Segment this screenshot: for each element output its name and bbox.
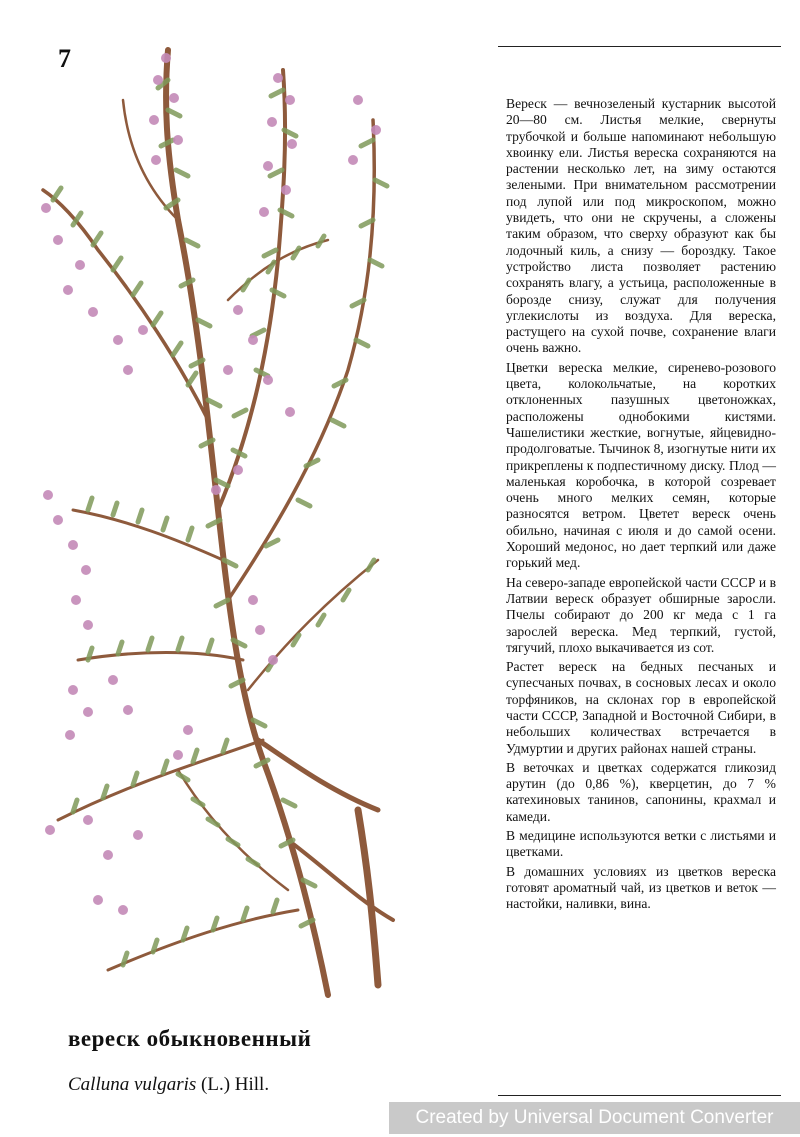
description-column (506, 96, 776, 916)
page-number: 7 (58, 44, 71, 73)
foliage (53, 80, 387, 965)
paragraph: В веточках и цветках содержатся гликозид арутин (до 0,86 %), кверцетин, до 7 % катехиновых танинов, сапонины, крахмал и камеди. (506, 759, 776, 824)
plant-latin-name (68, 1074, 269, 1096)
bottom-rule (498, 1095, 781, 1096)
heather-plant-illustration (28, 40, 428, 1010)
paragraph: Цветки вереска мелкие, сиренево-розового цвета, колокольчатые, на коротких отклоненных пазушных цветоножках, расположены однобокими кистями. Чашелистики жесткие, вогнутые, яйцевидно-продолговатые. Тычинок 8, изогнутые нити их прикреплены к подпестичному диску. Плод — маленькая коробочка, в которой созревает очень много мелких семян, которые разносятся ветром. Цветет вереск очень обильно, начиная с июля и до самой осени. Хороший медонос, но дает терпкий или даже горький мед. (506, 359, 776, 571)
latin-genus-species: Calluna vulgaris (68, 1074, 197, 1095)
paragraph: На северо-западе европейской части СССР и в Латвии вереск образует обширные заросли. Пчелы собирают до 200 кг меда с 1 га зарослей вереска. Мед терпкий, густой, тягучий, плохо выкачивается из сот. (506, 574, 776, 655)
plant-common-name: вереск обыкновенный (68, 1026, 312, 1051)
converter-watermark: Created by Universal Document Converter (389, 1102, 800, 1134)
latin-author: (L.) Hill. (201, 1074, 270, 1095)
paragraph: В медицине используются ветки с листьями и цветками. (506, 828, 776, 860)
paragraph: Растет вереск на бедных песчаных и супесчаных почвах, в сосновых лесах и около торфяников, на склонах гор в европейской части СССР, Западной и Восточной Сибири, в небольших количествах встречается в Удмуртии и других районах нашей страны. (506, 659, 776, 756)
paragraph: Вереск — вечнозеленый кустарник высотой 20—80 см. Листья мелкие, свернуты трубочкой и больше напоминают небольшую хвоинку ели. Листья вереска сохраняются на растении несколько лет, на зиму остаются зелеными. При внимательном рассмотрении под лупой или под микроскопом, можно увидеть, что они не скручены, а сложены таким образом, что сверху образуют как бы лодочный киль, а снизу — бороздку. Такое устройство листа позволяет растению сохранять влагу, а устьица, расположенные в борозде снизу, служат для получения углекислоты из воздуха. Для вереска, растущего на сухой почве, сохранение влаги очень важно. (506, 96, 776, 356)
top-rule (498, 46, 781, 47)
paragraph: В домашних условиях из цветков вереска готовят ароматный чай, из цветков и веток — настойки, наливки, вина. (506, 863, 776, 912)
